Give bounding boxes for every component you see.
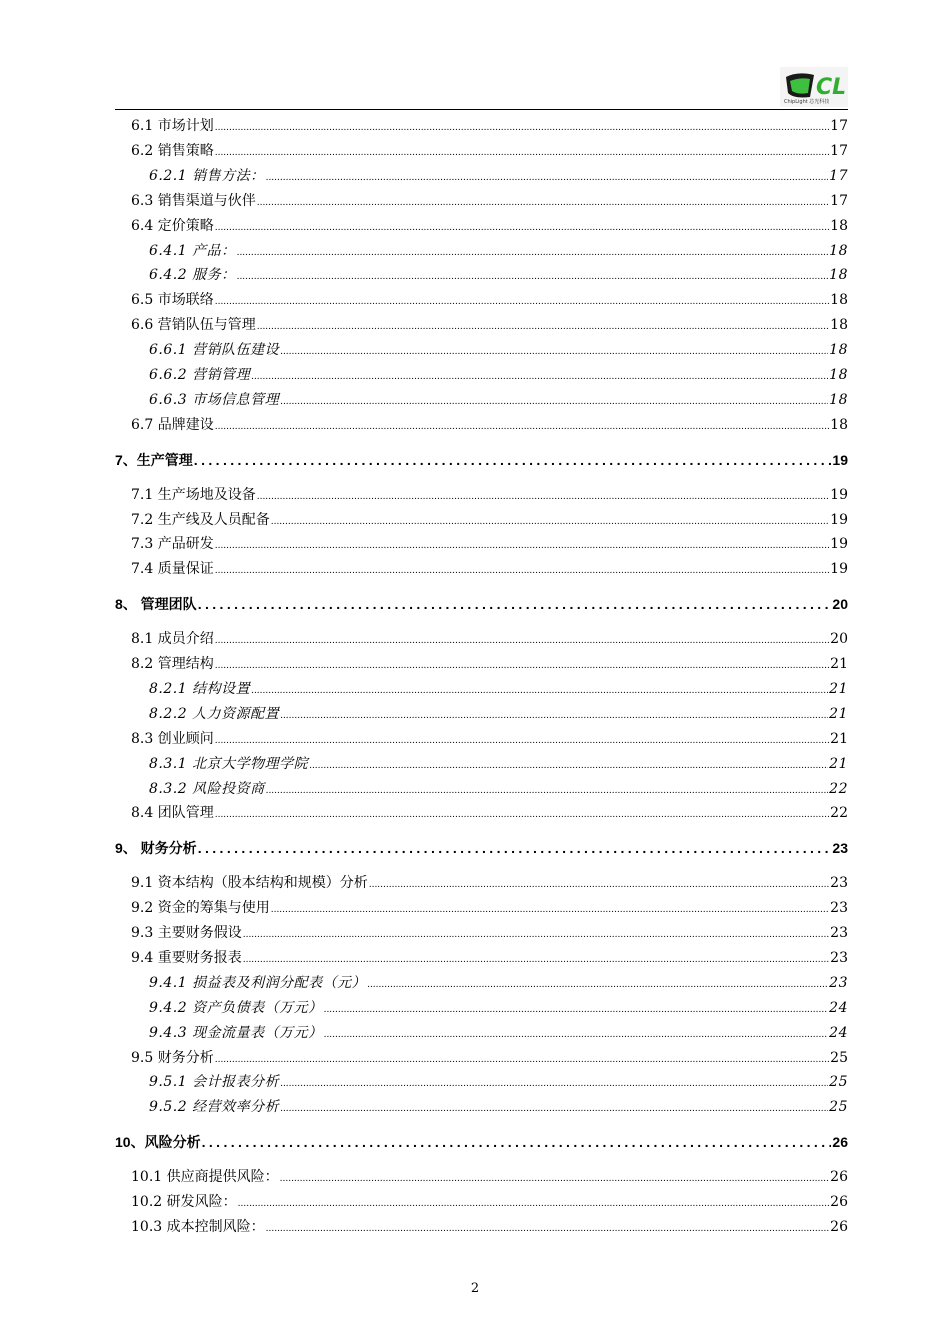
toc-entry[interactable] [131,730,848,748]
toc-entry[interactable] [131,899,848,917]
toc-entry[interactable] [115,839,848,857]
toc-leader-dots [280,1075,828,1093]
toc-entry[interactable] [131,1193,848,1211]
toc-entry-page: 26 [830,1218,848,1235]
toc-entry-page: 23 [830,900,848,917]
toc-entry[interactable] [131,535,848,553]
toc-entry-title: 9.4 重要财务报表 [131,949,242,966]
toc-entry-title: 8.1 成员介绍 [131,631,214,648]
toc-entry-title: 6.7 品牌建设 [131,416,214,433]
toc-entry-page: 19 [830,561,848,578]
toc-entry[interactable] [131,924,848,942]
toc-entry[interactable] [131,655,848,673]
toc-entry-page: 26 [832,1134,848,1151]
toc-entry-page: 24 [829,999,848,1016]
toc-leader-dots [238,1195,830,1213]
toc-entry-title: 6.2.1 销售方法： [149,167,265,184]
toc-entry-page: 18 [830,416,848,433]
toc-entry[interactable] [149,1073,848,1091]
toc-entry[interactable] [131,874,848,892]
toc-entry[interactable] [149,780,848,798]
toc-entry[interactable] [131,117,848,135]
toc-entry[interactable] [131,217,848,235]
company-logo [780,67,848,107]
toc-entry-title: 6.6 营销队伍与管理 [131,317,256,334]
toc-entry-page: 18 [829,367,848,383]
toc-entry[interactable] [131,1168,848,1186]
toc-leader-dots [237,244,829,262]
toc-entry-title: 8.3 创业顾问 [131,730,214,747]
toc-entry-page: 26 [830,1169,848,1186]
toc-leader-dots [215,732,829,750]
toc-leader-dots [369,876,829,894]
toc-entry-title: 6.2 销售策略 [131,142,214,159]
toc-entry-title: 10、风险分析 [115,1134,201,1151]
toc-entry-page: 21 [829,755,848,772]
toc-leader-dots [324,1001,829,1019]
toc-entry[interactable] [131,291,848,309]
toc-entry-title: 8.2.1 结构设置 [149,680,251,697]
toc-entry-page: 22 [829,780,848,797]
toc-entry[interactable] [115,1133,848,1151]
toc-entry[interactable] [131,1049,848,1067]
toc-entry-page: 17 [830,192,848,209]
toc-entry[interactable] [149,1098,848,1116]
toc-entry-title: 6.6.3 市场信息管理 [149,391,280,408]
toc-entry[interactable] [149,680,848,698]
toc-leader-dots [215,632,829,650]
toc-leader-dots [194,451,832,469]
toc-entry[interactable] [115,451,848,469]
toc-entry-page: 23 [830,925,848,941]
toc-entry-title: 8.2 管理结构 [131,656,214,672]
toc-entry-title: 6.5 市场联络 [131,292,214,309]
toc-entry-page: 18 [830,217,848,234]
toc-leader-dots [243,951,829,969]
toc-entry-page: 22 [830,805,848,822]
header-divider [115,109,848,110]
toc-entry-page: 21 [830,730,848,747]
toc-entry-title: 8.3.1 北京大学物理学院 [149,755,309,772]
toc-entry-title: 9.5.1 会计报表分析 [149,1074,280,1091]
toc-entry[interactable] [131,949,848,967]
toc-entry-title: 8.2.2 人力资源配置 [149,705,280,722]
toc-entry-title: 6.1 市场计划 [131,118,214,134]
toc-entry[interactable] [131,804,848,822]
toc-leader-dots [280,1170,830,1188]
toc-leader-dots [198,595,832,613]
toc-entry-page: 20 [830,631,848,648]
toc-entry-title: 9.5.2 经营效率分析 [149,1099,280,1116]
toc-leader-dots [257,194,829,212]
toc-entry-page: 23 [832,840,848,857]
toc-entry-title: 7.3 产品研发 [131,536,214,553]
toc-entry[interactable] [149,341,848,359]
toc-entry-page: 23 [830,875,848,892]
toc-leader-dots [237,268,829,286]
toc-leader-dots [251,682,828,700]
toc-leader-dots [202,1133,832,1151]
toc-entry[interactable] [149,266,848,284]
toc-entry-title: 6.4.1 产品： [149,242,236,259]
toc-entry-title: 6.6.1 营销队伍建设 [149,342,280,359]
toc-entry-title: 8、 管理团队 [115,596,197,613]
toc-leader-dots [266,1220,830,1238]
toc-entry-title: 6.4.2 服务： [149,267,236,284]
toc-leader-dots [215,806,829,824]
toc-entry-page: 26 [830,1194,848,1210]
toc-entry-title: 9.3 主要财务假设 [131,925,242,941]
toc-leader-dots [280,1100,828,1118]
toc-entry[interactable] [131,511,848,529]
toc-entry[interactable] [149,391,848,409]
toc-entry-page: 19 [830,536,848,553]
toc-entry-title: 7.2 生产线及人员配备 [131,511,270,528]
toc-entry-page: 18 [830,292,848,309]
toc-leader-dots [367,976,828,994]
toc-entry-page: 25 [829,1099,848,1116]
toc-leader-dots [215,144,829,162]
toc-entry[interactable] [131,316,848,334]
toc-entry[interactable] [131,142,848,160]
toc-entry[interactable] [149,366,848,384]
toc-entry[interactable] [131,486,848,504]
toc-entry-page: 18 [829,342,848,359]
svg-text:CL: CL [816,75,847,100]
toc-entry-title: 9.4.3 现金流量表（万元） [149,1024,323,1041]
toc-entry-page: 18 [830,317,848,334]
toc-entry-page: 23 [830,949,848,966]
toc-entry-title: 6.4 定价策略 [131,217,214,234]
toc-entry[interactable] [149,755,848,773]
toc-leader-dots [251,368,828,386]
toc-entry-page: 23 [829,974,848,991]
toc-entry-title: 7.4 质量保证 [131,561,214,578]
toc-leader-dots [266,169,829,187]
toc-entry-page: 25 [829,1074,848,1091]
toc-leader-dots [215,418,829,436]
toc-leader-dots [215,657,829,675]
toc-entry-title: 6.6.2 营销管理 [149,367,251,383]
toc-entry[interactable] [131,416,848,434]
toc-entry[interactable] [131,1218,848,1236]
toc-entry[interactable] [149,974,848,992]
toc-leader-dots [257,488,829,506]
toc-entry-title: 8.4 团队管理 [131,805,214,822]
toc-leader-dots [215,293,829,311]
toc-entry[interactable] [115,595,848,613]
toc-leader-dots [271,513,829,531]
toc-entry-title: 8.3.2 风险投资商 [149,780,265,797]
toc-entry-page: 19 [830,486,848,503]
toc-entry[interactable] [131,630,848,648]
toc-entry-page: 19 [830,511,848,528]
toc-entry-page: 21 [829,705,848,722]
toc-entry-title: 7、生产管理 [115,451,193,468]
toc-entry[interactable] [149,1024,848,1042]
toc-entry-page: 17 [829,167,848,184]
toc-entry[interactable] [149,167,848,185]
toc-entry-page: 18 [829,391,848,408]
toc-entry[interactable] [131,192,848,210]
toc-leader-dots [280,707,828,725]
toc-entry[interactable] [131,560,848,578]
toc-entry-title: 9、 财务分析 [115,840,197,857]
toc-entry-title: 6.3 销售渠道与伙伴 [131,192,256,209]
toc-entry-title: 10.3 成本控制风险： [131,1218,265,1235]
toc-leader-dots [266,782,829,800]
toc-entry-page: 21 [830,656,848,672]
toc-leader-dots [198,839,832,857]
toc-entry[interactable] [149,999,848,1017]
toc-leader-dots [324,1026,829,1044]
toc-leader-dots [280,343,828,361]
toc-leader-dots [280,393,828,411]
toc-entry-title: 10.2 研发风险： [131,1194,237,1210]
toc-entry-title: 9.5 财务分析 [131,1049,214,1066]
toc-entry-page: 25 [830,1049,848,1066]
toc-entry-title: 9.2 资金的筹集与使用 [131,900,270,917]
toc-leader-dots [215,219,829,237]
toc-entry-title: 7.1 生产场地及设备 [131,486,256,503]
toc-entry-page: 21 [829,680,848,697]
toc-leader-dots [309,757,828,775]
toc-leader-dots [215,537,829,555]
logo-subtitle: ChipLight 芯光科技 [784,99,830,105]
toc-entry-title: 9.4.2 资产负债表（万元） [149,999,323,1016]
toc-entry-page: 20 [832,596,848,613]
toc-entry[interactable] [149,705,848,723]
toc-entry-page: 17 [830,118,848,134]
toc-entry-title: 9.1 资本结构（股本结构和规模）分析 [131,875,368,892]
toc-entry-page: 18 [829,242,848,259]
toc-leader-dots [215,119,829,137]
page-number: 2 [470,1281,480,1296]
toc-leader-dots [215,562,829,580]
toc-entry-title: 10.1 供应商提供风险： [131,1169,279,1186]
toc-entry[interactable] [149,242,848,260]
toc-entry-page: 24 [829,1024,848,1041]
toc-leader-dots [257,318,829,336]
toc-entry-page: 19 [832,451,848,468]
toc-entry-page: 18 [829,267,848,284]
toc-entry-title: 9.4.1 损益表及利润分配表（元） [149,974,367,991]
toc-leader-dots [215,1051,829,1069]
toc-entry-page: 17 [830,142,848,159]
toc-leader-dots [243,926,829,944]
toc-leader-dots [271,901,829,919]
